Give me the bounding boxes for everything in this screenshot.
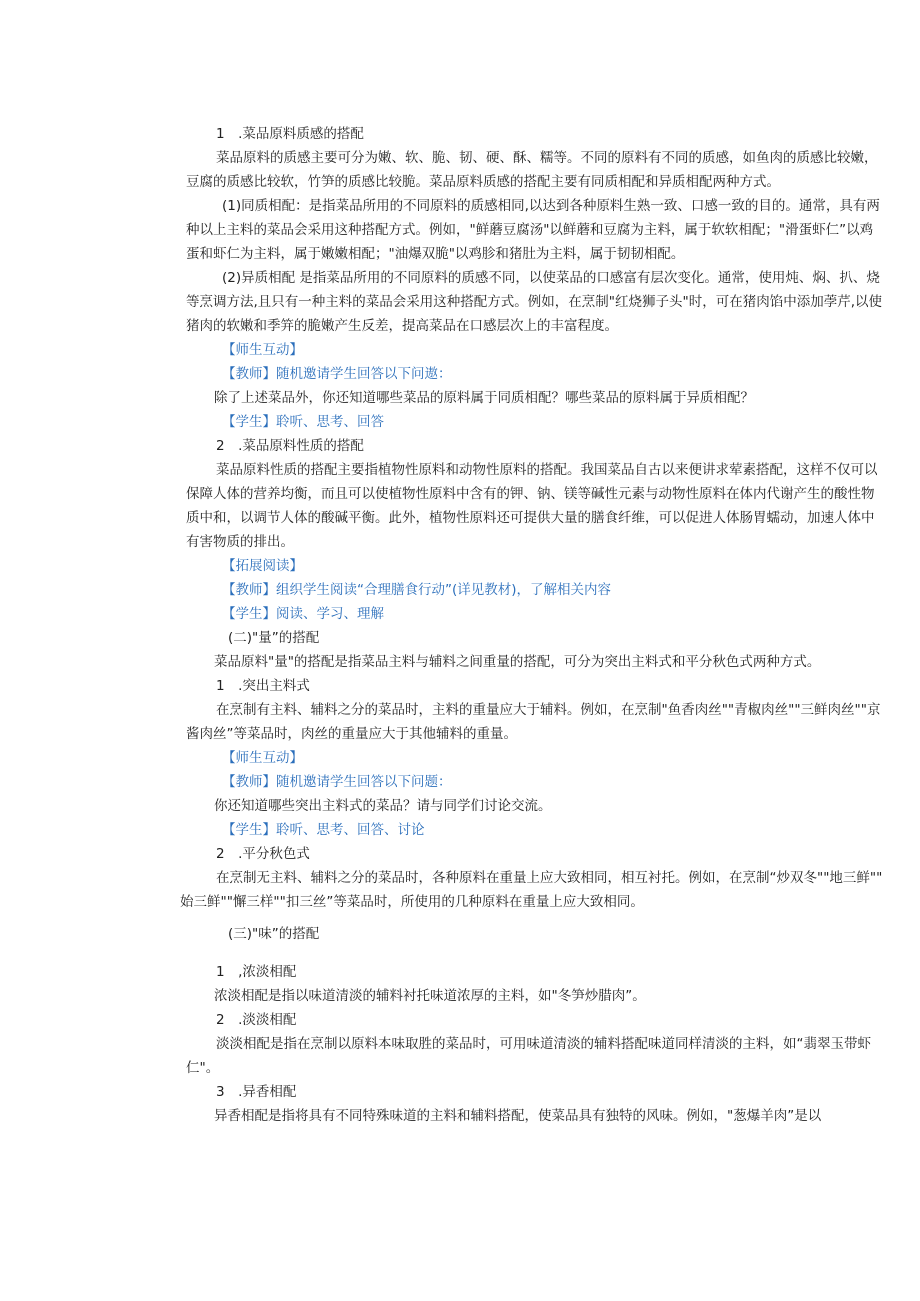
question-line: 除了上述菜品外，你还知道哪些菜品的原料属于同质相配？哪些菜品的原料属于异质相配？: [214, 390, 754, 406]
paragraph-line: 蛋和虾仁为主料，属于嫩嫩相配；"油爆双脆"以鸡胗和猪肚为主料，属于韧韧相配。: [186, 246, 685, 262]
paragraph-line: 质中和，以调节人体的酸碱平衡。此外，植物性原料还可提供大量的膳食纤维，可以促进人体肠胃蠕动，加速人体中: [186, 510, 875, 526]
student-response: 【学生】阅读、学习、理解: [222, 606, 384, 622]
paragraph-line: 仁"。: [186, 1060, 220, 1076]
paragraph-line: 在烹制无主料、辅料之分的菜品时，各种原料在重量上应大致相同，相互衬托。例如，在烹制“炒双冬""地三鲜"": [216, 870, 883, 886]
paragraph-line: (1)同质相配：是指菜品所用的不同原料的质感相同,以达到各种原料生熟一致、口感一致的目的。通常，具有两: [222, 198, 880, 214]
heading-texture-pairing: 1 .菜品原料质感的搭配: [216, 126, 364, 142]
heading-strong-light-pairing: 1 ,浓淡相配: [216, 964, 297, 980]
paragraph-line: 有害物质的排出。: [186, 534, 294, 550]
paragraph-line: 猪肉的软嫩和季笄的脆嫩产生反差，提高菜品在口感层次上的丰富程度。: [186, 318, 618, 334]
paragraph-line: 异香相配是指将具有不同特殊味道的主料和辅料搭配，使菜品具有独特的风味。例如，"葱爆羊肉”是以: [214, 1108, 822, 1124]
section-heading-quantity: (二)"量”的搭配: [228, 630, 320, 646]
paragraph-line: 浓淡相配是指以味道清淡的辅料衬托味道浓厚的主料，如"冬笋炒腊肉”。: [214, 988, 646, 1004]
paragraph-line: 种以上主料的菜品会采用这种搭配方式。例如，"鲜蘑豆腐汤"以鲜蘑和豆腐为主料，属于软软相配；"滑蛋虾仁”以鸡: [186, 222, 874, 238]
paragraph-line: 菜品原料的质感主要可分为嫩、软、脆、韧、硬、酥、糯等。不同的原料有不同的质感，如鱼肉的质感比较嫩，: [216, 150, 878, 166]
teacher-student-interaction-label: 【师生互动】: [222, 342, 303, 358]
teacher-student-interaction-label: 【师生互动】: [222, 750, 303, 766]
student-response: 【学生】聆听、思考、回答、讨论: [222, 822, 425, 838]
paragraph-line: 豆腐的质感比较软，竹笋的质感比较脆。菜品原料质感的搭配主要有同质相配和异质相配两种方式。: [186, 174, 780, 190]
paragraph-line: 始三鲜""懈三样""扣三丝”等菜品时，所使用的几种原料在重量上应大致相同。: [180, 894, 644, 910]
paragraph-line: 菜品原料性质的搭配主要指植物性原料和动物性原料的搭配。我国菜品自古以来便讲求荤素搭配，这样不仅可以: [216, 462, 878, 478]
section-heading-flavor: (三)"味”的搭配: [228, 926, 320, 942]
teacher-prompt: 【教师】随机邀请学生回答以下问题：: [222, 774, 452, 790]
paragraph-line: 保障人体的营养均衡，而且可以使植物性原料中含有的钾、钠、镁等碱性元素与动物性原料在体内代谢产生的酸性物: [186, 486, 875, 502]
paragraph-line: 在烹制有主料、辅料之分的菜品时，主料的重量应大于辅料。例如，在烹制"鱼香肉丝""青椒肉丝""三鲜肉丝""京: [216, 702, 881, 718]
paragraph-line: 等烹调方法,且只有一种主料的菜品会采用这种搭配方式。例如，在烹制"红烧狮子头"时，可在猪肉馅中添加荸芹,以使: [186, 294, 882, 310]
teacher-prompt: 【教师】随机邀请学生回答以下问遨：: [222, 366, 452, 382]
student-response: 【学生】聆听、思考、回答: [222, 414, 384, 430]
heading-light-light-pairing: 2 .淡淡相配: [216, 1012, 297, 1028]
heading-main-ingredient-style: 1 .突出主料式: [216, 678, 310, 694]
heading-distinct-aroma-pairing: 3 .异香相配: [216, 1084, 297, 1100]
question-line: 你还知道哪些突出主料式的菜品？请与同学们讨论交流。: [214, 798, 552, 814]
heading-property-pairing: 2 .菜品原料性质的搭配: [216, 438, 364, 454]
paragraph-line: 淡淡相配是指在烹制以原料本味取胜的菜品时，可用味道清淡的辅料搭配味道同样清淡的主料，如“翡翠玉带虾: [216, 1036, 871, 1052]
paragraph-line: 菜品原料"量"的搭配是指菜品主料与辅料之间重量的搭配，可分为突出主料式和平分秋色式两种方式。: [214, 654, 821, 670]
heading-equal-share-style: 2 .平分秋色式: [216, 846, 310, 862]
paragraph-line: 酱肉丝”等菜品时，肉丝的重量应大于其他辅料的重量。: [186, 726, 517, 742]
paragraph-line: (2)异质相配 是指菜品所用的不同原料的质感不同，以使菜品的口感富有层次变化。通常，使用炖、焖、扒、烧: [222, 270, 880, 286]
extended-reading-label: 【拓展阅读】: [222, 558, 303, 574]
teacher-prompt: 【教师】组织学生阅读“合理膳食行动”(详见教材)，了解相关内容: [222, 582, 612, 598]
